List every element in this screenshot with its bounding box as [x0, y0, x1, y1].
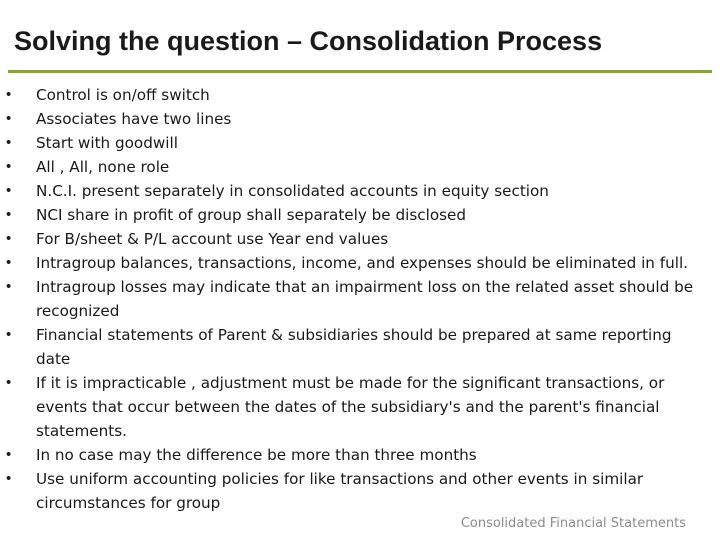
list-item [0, 251, 712, 275]
bullet-dot-icon: • [6, 446, 12, 463]
bullet-dot-icon: • [6, 254, 12, 271]
bullet-dot-icon: • [6, 326, 12, 343]
bullet-dot-icon: • [6, 374, 12, 391]
bullet-text: For B/sheet & P/L account use Year end values [36, 230, 389, 248]
list-item [0, 467, 712, 515]
bullet-dot-icon: • [6, 134, 12, 151]
bullet-text: Intragroup balances, transactions, income, and expenses should be eliminated in full. [36, 254, 688, 272]
list-item [0, 131, 712, 155]
list-item [0, 83, 712, 107]
bullet-text: Start with goodwill [36, 134, 178, 152]
bullet-dot-icon: • [6, 206, 12, 223]
bullet-text: Intragroup losses may indicate that an impairment loss on the related asset should be recognized [36, 278, 694, 320]
title-divider [8, 70, 712, 73]
bullet-dot-icon: • [6, 110, 12, 127]
bullet-text: In no case may the difference be more than three months [36, 446, 477, 464]
bullet-dot-icon: • [6, 470, 12, 487]
bullet-dot-icon: • [6, 278, 12, 295]
list-item [0, 227, 712, 251]
bullet-text: Associates have two lines [36, 110, 232, 128]
list-item [0, 155, 712, 179]
footer-label: Consolidated Financial Statements [460, 516, 686, 531]
list-item [0, 275, 712, 323]
bullet-text: Financial statements of Parent & subsidiaries should be prepared at same reporting date [36, 326, 672, 368]
bullet-list [0, 83, 712, 515]
list-item [0, 203, 712, 227]
bullet-dot-icon: • [6, 158, 12, 175]
bullet-dot-icon: • [6, 86, 12, 103]
slide-title: Solving the question – Consolidation Process [14, 26, 603, 56]
list-item [0, 371, 712, 443]
list-item [0, 323, 712, 371]
bullet-text: If it is impracticable , adjustment must be made for the significant transactions, or events that occur between the dates of the subsidiary's and the parent's financial statements. [36, 374, 665, 440]
bullet-text: Use uniform accounting policies for like transactions and other events in similar circumstances for group [36, 470, 644, 512]
bullet-text: Control is on/off switch [36, 86, 210, 104]
list-item [0, 443, 712, 467]
bullet-text: N.C.I. present separately in consolidated accounts in equity section [36, 182, 549, 200]
bullet-text: All , All, none role [36, 158, 170, 176]
list-item [0, 107, 712, 131]
bullet-text: NCI share in profit of group shall separately be disclosed [36, 206, 467, 224]
bullet-dot-icon: • [6, 182, 12, 199]
bullet-dot-icon: • [6, 230, 12, 247]
list-item [0, 179, 712, 203]
